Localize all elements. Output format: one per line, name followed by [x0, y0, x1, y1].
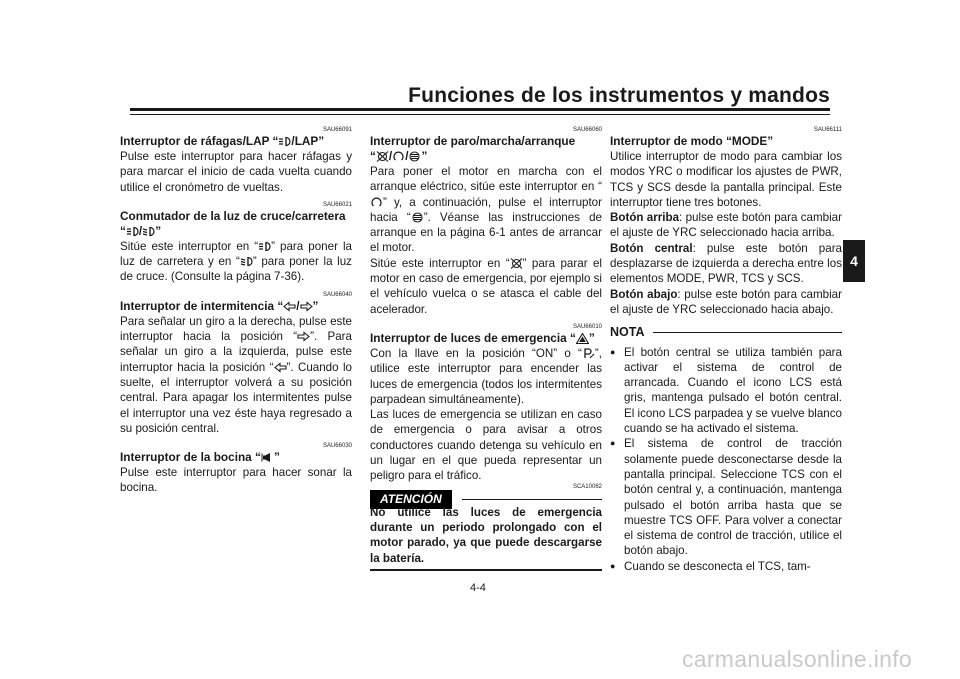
paragraph: Sitúe este interruptor en “ ” para parar el motor en caso de emergencia, por ejemplo si el vehículo vuelca o se atasca el cable del acelerador.	[370, 256, 602, 316]
section-heading-pass-lap: Interruptor de ráfagas/LAP “ /LAP”	[120, 134, 325, 148]
chapter-tab: 4	[843, 240, 865, 282]
section-heading-horn: Interruptor de la bocina “ ”	[120, 450, 280, 465]
section-code: SAU66030	[322, 443, 352, 450]
engine-start-icon	[411, 212, 424, 223]
paragraph: Las luces de emergencia se utilizan en caso de emergencia o para avisar a otros conductores cuando detenga su vehículo en un lugar en el que pueda representar un peligro para el tráfico.	[370, 408, 602, 483]
paragraph: Con la llave en la posición “ON” o “ ”, utilice este interruptor para encender las luces de emergencia (todos los intermitentes parpadean simultáneamente).	[370, 346, 602, 406]
engine-stop-icon	[510, 258, 523, 269]
note-rule	[653, 332, 843, 333]
section-code: SAU66111	[813, 127, 842, 133]
note-label: NOTA	[610, 325, 645, 340]
section-heading-turn-signal: Interruptor de intermitencia “ / ”	[120, 298, 319, 313]
note-item: ● Cuando se desconecta el TCS, tam-	[610, 559, 842, 574]
parking-key-icon	[582, 348, 595, 359]
high-beam-icon	[126, 226, 139, 237]
note-header	[610, 325, 842, 340]
high-beam-icon	[278, 136, 291, 147]
attention-rule	[462, 499, 602, 500]
attention-code: SCA10062	[572, 483, 602, 490]
paragraph-button-up: Botón arriba: pulse este botón para cambiar el ajuste de YRC seleccionado hacia arriba.	[610, 211, 842, 240]
attention-body: No utilice las luces de emergencia durante un periodo prolongado con el motor parado, ya que puede descargarse la batería.	[370, 505, 602, 571]
paragraph-button-center: Botón central: pulse este botón para desplazarse de izquierda a derecha entre los elementos MODE, PWR, TCS y SCS.	[610, 241, 842, 286]
paragraph: Pulse este interruptor para hacer sonar la bocina.	[120, 466, 352, 495]
section-heading-mode: Interruptor de modo “MODE”	[610, 134, 774, 148]
section-code: SAU66040	[322, 291, 352, 298]
turn-right-icon	[297, 331, 310, 342]
watermark: carmanualsonline.info	[681, 646, 912, 672]
header-rule-thick	[130, 108, 830, 111]
section-code: SAU66021	[322, 201, 352, 208]
header-rule-thin	[130, 114, 830, 115]
note-item: ● El botón central se utiliza también para activar el sistema de control de arrancada. Cuando el icono LCS está gris, mantenga pulsado el botón central. El icono LCS parpadea y se vuelve blanco cuando se ha activado el sistema.	[610, 345, 842, 437]
section-heading-dimmer: Conmutador de la luz de cruce/carretera	[120, 208, 346, 223]
column-2	[370, 120, 602, 571]
note-list	[610, 345, 842, 574]
turn-left-icon	[283, 301, 296, 312]
engine-run-icon	[392, 151, 405, 162]
section-heading-hazard: Interruptor de luces de emergencia “ ”	[370, 330, 595, 345]
note-item: ● El sistema de control de tracción solamente puede desconectarse desde la pantalla principal. Seleccione TCS con el botón central y, a continuación, mantenga pulsado el botón arriba hasta que se muestre TCS OFF. Para volver a conectar el sistema de control de tracción, utilice el botón abajo.	[610, 436, 842, 558]
column-1	[120, 120, 352, 496]
turn-left-icon	[274, 362, 287, 373]
section-code: SAU66091	[322, 127, 352, 133]
section-code: SAU66010	[572, 323, 602, 330]
page-number: 4-4	[470, 582, 486, 594]
hazard-icon	[576, 333, 589, 344]
section-heading-stop-run-start: Interruptor de paro/marcha/arranque	[370, 134, 576, 148]
turn-right-icon	[300, 301, 313, 312]
column-3	[610, 120, 842, 574]
page-title: Funciones de los instrumentos y mandos	[408, 84, 830, 107]
low-beam-icon	[240, 256, 253, 267]
engine-start-icon	[408, 151, 421, 162]
low-beam-icon	[142, 226, 155, 237]
attention-label: ATENCIÓN	[370, 490, 452, 509]
section-code: SAU66060	[572, 127, 602, 133]
high-beam-icon	[258, 241, 271, 252]
paragraph: Para poner el motor en marcha con el arranque eléctrico, sitúe este interruptor en “” y, a continuación, pulse el interruptor hacia “ ”. Véanse las instrucciones de arranque en la página 6-1 antes de arrancar el motor.	[370, 165, 602, 255]
section-heading-stop-run-start-icons: “ / / ”	[370, 149, 428, 163]
horn-icon	[261, 452, 274, 463]
paragraph-button-down: Botón abajo: pulse este botón para cambiar el ajuste de YRC seleccionado hacia abajo.	[610, 287, 842, 316]
paragraph: Utilice interruptor de modo para cambiar los modos YRC o modificar los ajustes de PWR, TCS y SCS desde la pantalla principal. Este interruptor tiene tres botones.	[610, 150, 842, 209]
engine-stop-icon	[376, 151, 389, 162]
paragraph: Pulse este interruptor para hacer ráfagas y para marcar el inicio de cada vuelta cuando utilice el cronómetro de vueltas.	[120, 150, 352, 194]
section-heading-dimmer-icons: “ / ”	[120, 223, 162, 238]
engine-run-icon	[370, 197, 383, 208]
paragraph: Para señalar un giro a la derecha, pulse este interruptor hacia la posición “ ”. Para señalar un giro a la izquierda, pulse este interruptor hacia la posición “ ”. Cuando lo suelte, el interruptor volverá a su posición central. Para apagar los intermitentes pulse el interruptor una vez éste haya regresado a su posición central.	[120, 314, 352, 435]
paragraph: Sitúe este interruptor en “ ” para poner la luz de carretera y en “ ” para poner la luz de cruce. (Consulte la página 7-36).	[120, 239, 353, 284]
